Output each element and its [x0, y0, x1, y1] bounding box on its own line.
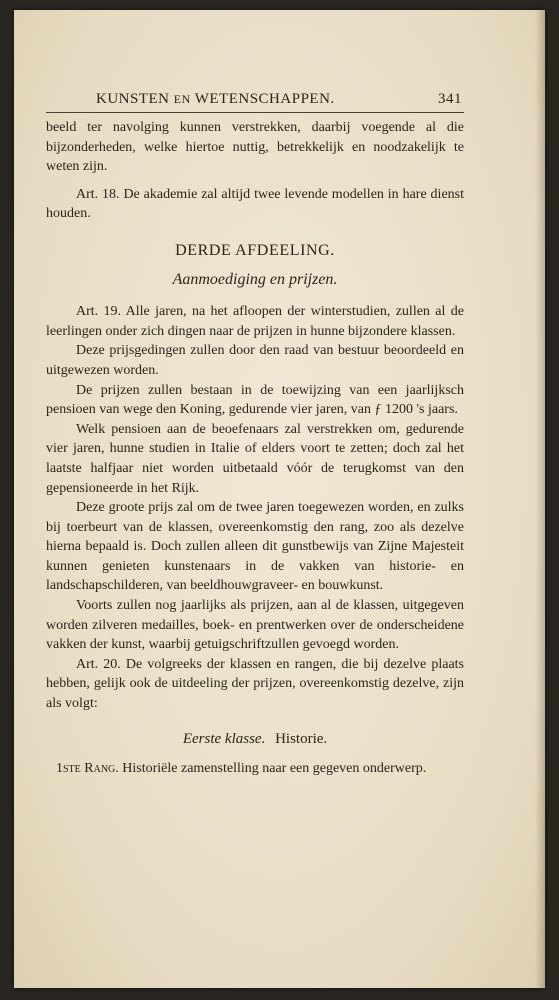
paragraph-pensioen: Welk pensioen aan de beoefenaars zal verstrekken om, gedurende vier jaren, hunne studien in Italie of elders voort te zetten; doch zal het laatste halfjaar niet worden uitbetaald vóór de terugkomst van den gepensioneerde in het Rijk.	[46, 421, 464, 496]
paragraph-groote-prijs: Deze groote prijs zal om de twee jaren toegewezen worden, en zulks bij toerbeurt van de klassen, overeenkomstig den rang, zoo als dezelve hierna bepaald is. Doch zullen alleen dit gunstbewijs van Zijne Majesteit kunnen genieten kunstenaars in de vakken van historie- en landschapschilderen, van beeldhouwgraveer- en bouwkunst.	[46, 500, 464, 594]
paragraph-medailles: Voorts zullen nog jaarlijks als prijzen, aan al de klassen, uitgegeven worden zilveren medailles, boek- en prentwerken over de onderscheidene vakken der kunst, waarbij getuigschriftzullen gevoegd worden.	[46, 598, 464, 653]
book-page	[14, 10, 545, 988]
page-number: 341	[438, 91, 462, 107]
page-edge-shadow	[535, 10, 545, 988]
class-name: Historie.	[275, 730, 328, 747]
rank-entry	[46, 759, 464, 779]
paragraph-prijsgedingen: Deze prijsgedingen zullen door den raad van bestuur beoordeeld en uitgewezen worden.	[46, 343, 464, 378]
rank-text: Historiële zamenstelling naar een gegeven onderwerp.	[122, 761, 427, 777]
class-heading	[46, 730, 464, 750]
paragraph-continuation: beeld ter navolging kunnen verstrekken, daarbij voegende al die bijzonderheden, welke hiertoe nuttig, betrekkelijk en noodzakelijk te weten zijn.	[46, 120, 464, 175]
rank-label: 1ste Rang.	[56, 761, 119, 777]
section-title: DERDE AFDEELING.	[175, 241, 335, 259]
running-title: KUNSTEN EN WETENSCHAPPEN.	[96, 91, 335, 107]
class-label: Eerste klasse.	[182, 730, 266, 747]
section-subtitle: Aanmoediging en prijzen.	[172, 270, 338, 288]
paragraph-art-20: Art. 20. De volgreeks der klassen en rangen, die bij dezelve plaats hebben, gelijk ook de uitdeeling der prijzen, overeenkomstig dezelve, zijn als volgt:	[46, 656, 464, 712]
page-text-block	[46, 88, 464, 779]
paragraph-prijzen: De prijzen zullen bestaan in de toewijzing van een jaarlijksch pensioen van wege den Koning, gedurende vier jaren, van ƒ 1200 's jaars.	[46, 382, 464, 418]
running-header	[46, 88, 464, 113]
paragraph-art-18: Art. 18. De akademie zal altijd twee levende modellen in hare dienst houden.	[46, 186, 464, 222]
paragraph-art-19: Art. 19. Alle jaren, na het afloopen der winterstudien, zullen al de leerlingen onder zich dingen naar de prijzen in hunne bijzondere klassen.	[46, 304, 464, 339]
